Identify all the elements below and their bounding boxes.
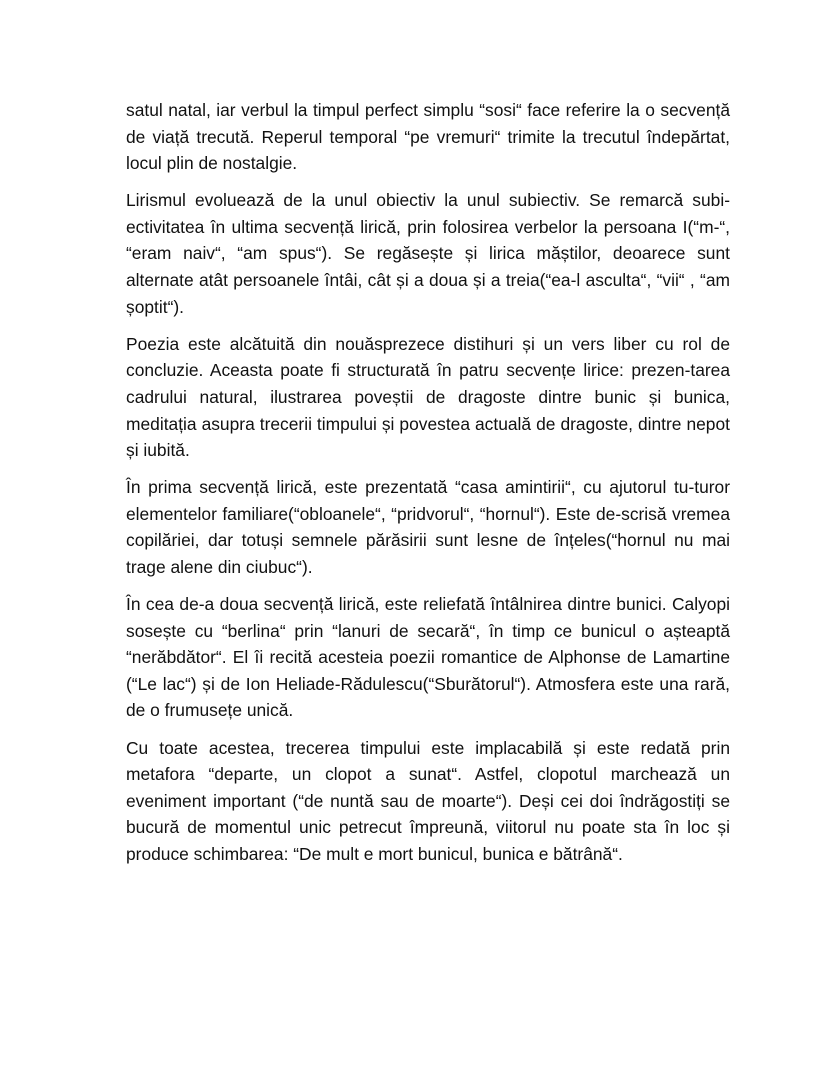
- paragraph-1: satul natal, iar verbul la timpul perfect simplu “sosi“ face referire la o secvență de viață trecută. Reperul temporal “pe vremuri“ trimite la trecutul îndepărtat, locul plin de nostalgie.: [126, 100, 730, 174]
- paragraph-3: Poezia este alcătuită din nouăsprezece distihuri și un vers liber cu rol de concluzie. Aceasta poate fi structurată în patru secvențe lirice: prezen-tarea cadrului natural, ilustrarea poveștii de dragoste dintre bunic și bunica, meditația asupra trecerii timpului și povestea actuală de dragoste, dintre nepot și iubită.: [126, 333, 730, 461]
- paragraph-6: Cu toate acestea, trecerea timpului este implacabilă și este redată prin metafora “departe, un clopot a sunat“. Astfel, clopotul marchează un eveniment important (“de nuntă sau de moarte“). Deși cei doi îndrăgostiți se bucură de momentul unic petrecut împreună, viitorul nu poate sta în loc și produce schimbarea: “De mult e mort bunicul, bunica e bătrână“.: [126, 737, 730, 864]
- paragraph-4: În prima secvență lirică, este prezentată “casa amintirii“, cu ajutorul tu-turor elementelor familiare(“obloanele“, “pridvorul“, “hornul“). Este de-scrisă vremea copilăriei, dar totuși semnele părăsirii sunt lesne de înțeles(“hornul nu mai trage alene din ciubuc“).: [126, 477, 730, 577]
- paragraph-2: Lirismul evoluează de la unul obiectiv la unul subiectiv. Se remarcă subi-ectivitatea în ultima secvență lirică, prin folosirea verbelor la persoana I(“m-“, “eram naiv“, “am spus“). Se regăsește și lirica măștilor, deoarece sunt alternate atât persoanele întâi, cât și a doua și a treia(“ea-l asculta“, “vii“ , “am șoptit“).: [126, 190, 730, 317]
- paragraph-5: În cea de-a doua secvență lirică, este reliefată întâlnirea dintre bunici. Calyopi sosește cu “berlina“ prin “lanuri de secară“, în timp ce bunicul o așteaptă “nerăbdător“. El îi recită acesteia poezii romantice de Alphonse de Lamartine (“Le lac“) și de Ion Heliade-Rădulescu(“Sburătorul“). Atmosfera este una rară, de o frumusețe unică.: [126, 594, 730, 721]
- document-page: [126, 97, 730, 878]
